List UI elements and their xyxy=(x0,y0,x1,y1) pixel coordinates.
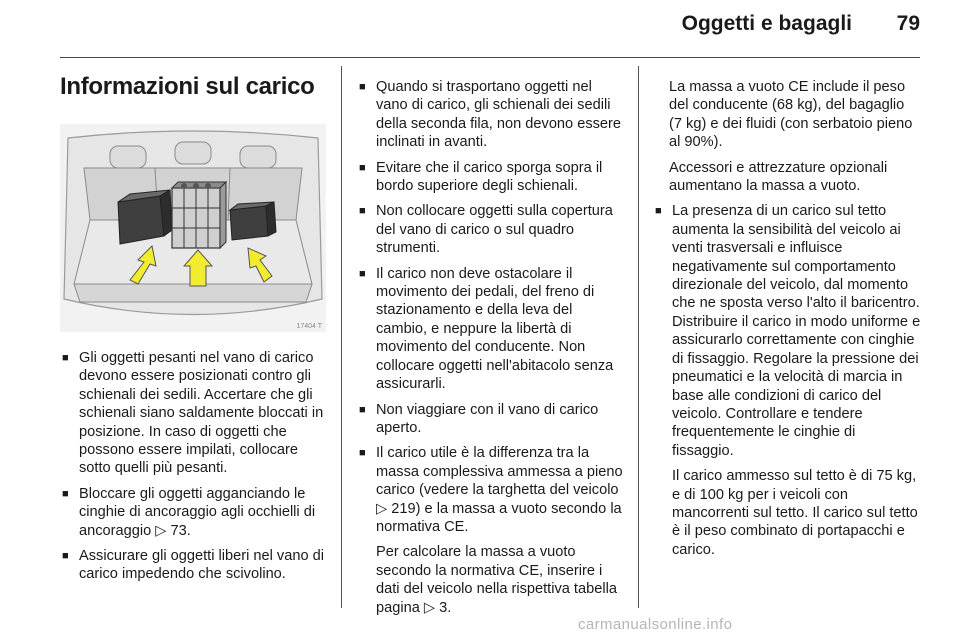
column-divider xyxy=(638,66,639,608)
cargo-illustration xyxy=(60,124,326,332)
header-rule xyxy=(60,57,920,58)
paragraph: Per calcolare la massa a vuoto secondo la normativa CE, inserire i dati del veicolo nella rispettiva tabella pagina ▷ 3. xyxy=(376,544,617,616)
list-item: ■ Il carico non deve ostacolare il movimento dei pedali, del freno di stazionamento e della leva del cambio, e neppure la libertà di movimento del conducente. Non collocare oggetti nell'abitacolo senza assicurarli. xyxy=(357,265,627,394)
list-item: ■ Non collocare oggetti sulla copertura del vano di carico o sul quadro strumenti. xyxy=(357,202,627,257)
bullet-list xyxy=(60,349,326,584)
watermark: carmanualsonline.info xyxy=(578,616,733,633)
list-item: ■ Non viaggiare con il vano di carico aperto. xyxy=(357,401,627,438)
list-item: ■ La presenza di un carico sul tetto aumenta la sensibilità del veicolo ai venti trasversali e influisce negativamente sul comportamento direzionale del veicolo, dal momento che ne sposta verso l'alto il baricentro. Distribuire il carico in modo uniforme e assicurarlo correttamente con cinghie di fissaggio. Regolare la pressione dei pneumatici e la velocità di marcia in base alle condizioni di carico del veicolo. Controllare e tendere frequentemente le cinghie di fissaggio. xyxy=(653,202,921,460)
column-2 xyxy=(357,78,627,624)
column-divider xyxy=(341,66,342,608)
bullet-list xyxy=(653,202,921,460)
list-item: ■ Il carico utile è la differenza tra la massa complessiva ammessa a pieno carico (vedere la targhetta del veicolo ▷ 219) e la massa a vuoto secondo la normativa CE. xyxy=(357,444,627,536)
list-item: ■ Assicurare gli oggetti liberi nel vano di carico impedendo che scivolino. xyxy=(60,547,326,584)
cargo-figure xyxy=(60,124,326,332)
bullet-list xyxy=(357,78,627,536)
page-header xyxy=(0,0,960,60)
paragraph: La massa a vuoto CE include il peso del conducente (68 kg), del bagaglio (7 kg) e dei fluidi (con serbatoio pieno al 90%). xyxy=(669,79,913,151)
page-number: 79 xyxy=(896,12,920,35)
figure-code: 17404 T xyxy=(296,323,322,330)
paragraph: Accessori e attrezzature opzionali aumentano la massa a vuoto. xyxy=(669,159,888,195)
column-3 xyxy=(653,78,921,566)
list-item: ■ Bloccare gli oggetti agganciando le cinghie di ancoraggio agli occhielli di ancoraggio ▷ 73. xyxy=(60,485,326,540)
section-title: Informazioni sul carico xyxy=(60,73,315,100)
header-title: Oggetti e bagagli xyxy=(681,12,852,35)
list-item: ■ Gli oggetti pesanti nel vano di carico devono essere posizionati contro gli schienali dei sedili. Accertare che gli schienali siano saldamente bloccati in posizione. In caso di oggetti che possono essere impilati, collocare sotto quelli più pesanti. xyxy=(60,349,326,478)
list-item: ■ Evitare che il carico sporga sopra il bordo superiore degli schienali. xyxy=(357,159,627,196)
paragraph: Il carico ammesso sul tetto è di 75 kg, e di 100 kg per i veicoli con mancorrenti sul tetto. Il carico sul tetto è il peso combinato di portapacchi e carico. xyxy=(672,468,918,558)
list-item: ■ Quando si trasportano oggetti nel vano di carico, gli schienali dei sedili della seconda fila, non devono essere inclinati in avanti. xyxy=(357,78,627,152)
column-1 xyxy=(60,349,326,591)
